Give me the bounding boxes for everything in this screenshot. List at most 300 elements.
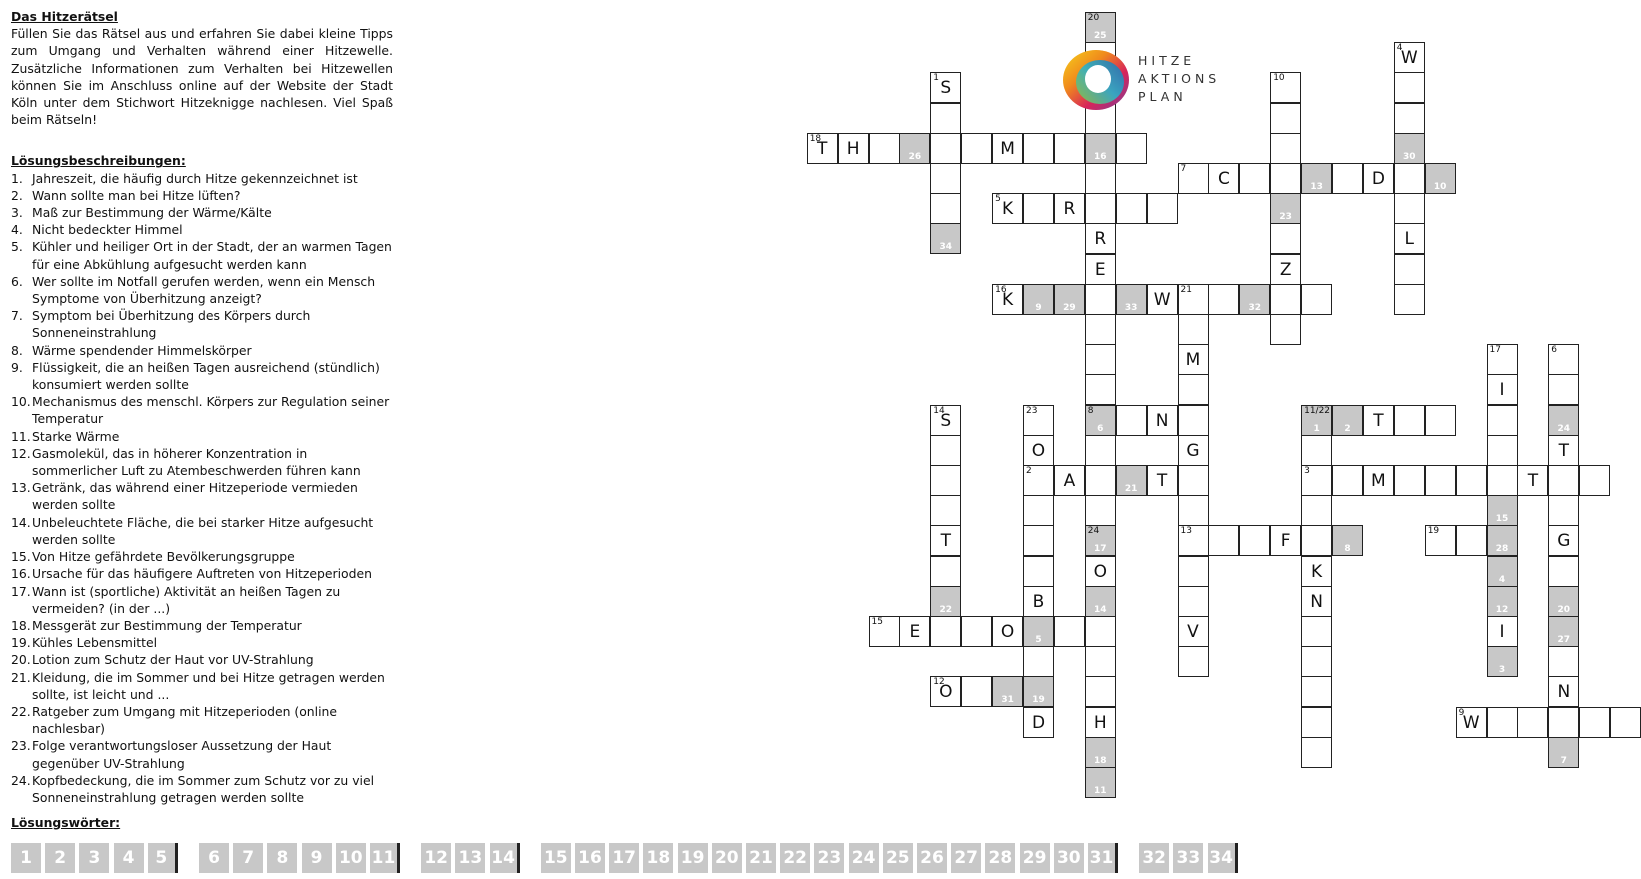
solution-box[interactable]: 19 bbox=[678, 843, 708, 873]
solution-box[interactable]: 13 bbox=[455, 843, 485, 873]
crossword-cell[interactable] bbox=[1579, 707, 1610, 738]
crossword-cell[interactable] bbox=[1332, 405, 1363, 436]
crossword-cell[interactable] bbox=[1270, 254, 1301, 285]
crossword-cell[interactable] bbox=[1270, 193, 1301, 224]
solution-index-label: 18 bbox=[1094, 755, 1107, 766]
cell-letter: N bbox=[1310, 591, 1323, 612]
solution-box[interactable]: 6 bbox=[199, 843, 229, 873]
crossword-cell[interactable] bbox=[1178, 435, 1209, 466]
cell-letter: T bbox=[1558, 440, 1569, 461]
clue-number: 11. bbox=[11, 428, 31, 444]
solution-box[interactable]: 12 bbox=[421, 843, 451, 873]
crossword-cell[interactable] bbox=[930, 163, 961, 194]
crossword-cell[interactable] bbox=[992, 616, 1023, 647]
solution-box[interactable]: 17 bbox=[609, 843, 639, 873]
crossword-cell[interactable] bbox=[1394, 284, 1425, 315]
crossword-cell[interactable] bbox=[1301, 616, 1332, 647]
cell-letter: K bbox=[1311, 561, 1323, 582]
solution-index-label: 21 bbox=[1124, 484, 1138, 494]
clue-number-label: 20 bbox=[1087, 13, 1100, 23]
crossword-cell[interactable] bbox=[1548, 556, 1579, 587]
solution-box[interactable]: 28 bbox=[985, 843, 1015, 873]
solution-box[interactable]: 3 bbox=[79, 843, 109, 873]
crossword-cell[interactable] bbox=[1487, 646, 1518, 677]
crossword-cell[interactable] bbox=[1085, 223, 1116, 254]
crossword-cell[interactable] bbox=[869, 133, 900, 164]
crossword-cell[interactable] bbox=[930, 525, 961, 556]
solution-index-label: 28 bbox=[1495, 544, 1509, 555]
crossword-cell[interactable] bbox=[1487, 525, 1518, 556]
crossword-cell[interactable] bbox=[1363, 405, 1394, 436]
crossword-cell[interactable] bbox=[1363, 465, 1394, 496]
crossword-cell[interactable] bbox=[1487, 495, 1518, 526]
solution-index-label: 19 bbox=[1032, 695, 1045, 706]
crossword-cell[interactable] bbox=[1208, 163, 1239, 194]
crossword-cell[interactable] bbox=[1178, 525, 1209, 556]
crossword-cell[interactable] bbox=[1147, 193, 1178, 224]
crossword-cell[interactable] bbox=[1085, 707, 1116, 738]
cell-letter: A bbox=[1063, 471, 1076, 491]
crossword-cell[interactable] bbox=[1487, 435, 1518, 466]
clue-number: 6. bbox=[11, 273, 23, 289]
clue-text: Maß zur Bestimmung der Wärme/Kälte bbox=[32, 205, 272, 221]
crossword-cell[interactable] bbox=[1054, 616, 1085, 647]
crossword-cell[interactable] bbox=[1270, 133, 1301, 164]
crossword-cell[interactable] bbox=[1054, 465, 1085, 496]
crossword-cell[interactable] bbox=[1085, 314, 1116, 345]
crossword-cell[interactable] bbox=[992, 193, 1023, 224]
cell-letter: T bbox=[940, 531, 951, 552]
clue-number: 5. bbox=[11, 239, 23, 255]
clue-text: Kühler und heiliger Ort in der Stadt, der an warmen Tagen für eine Abkühlung aufgesucht werden kann bbox=[32, 239, 392, 272]
crossword-cell[interactable] bbox=[1085, 616, 1116, 647]
crossword-cell[interactable] bbox=[1178, 556, 1209, 587]
cell-letter: S bbox=[940, 78, 952, 99]
solution-box[interactable]: 33 bbox=[1173, 843, 1203, 873]
crossword-cell[interactable] bbox=[1487, 405, 1518, 436]
crossword-cell[interactable] bbox=[1548, 374, 1579, 405]
crossword-cell[interactable] bbox=[1023, 525, 1054, 556]
solution-index-label: 20 bbox=[1557, 604, 1571, 615]
crossword-cell[interactable] bbox=[1085, 193, 1116, 224]
solution-box[interactable]: 4 bbox=[114, 843, 144, 873]
solution-box[interactable]: 10 bbox=[336, 843, 366, 873]
clue-number-label: 1 bbox=[933, 73, 940, 84]
crossword-cell[interactable] bbox=[1178, 284, 1209, 315]
crossword-cell[interactable] bbox=[1270, 103, 1301, 134]
crossword-cell[interactable] bbox=[1085, 344, 1116, 375]
crossword-cell[interactable] bbox=[1270, 314, 1301, 345]
crossword-cell[interactable] bbox=[1301, 586, 1332, 617]
clue-text: Getränk, das während einer Hitzeperiode vermieden werden sollte bbox=[32, 480, 358, 513]
solution-index-label: 3 bbox=[1498, 665, 1506, 676]
clue-number-label: 8 bbox=[1087, 405, 1094, 416]
solution-index-label: 29 bbox=[1063, 302, 1076, 313]
solution-index-label: 26 bbox=[908, 151, 922, 162]
crossword-cell[interactable] bbox=[1085, 133, 1116, 164]
clue-number: 2. bbox=[11, 187, 23, 203]
cell-letter: R bbox=[1094, 229, 1107, 250]
crossword-cell[interactable] bbox=[1023, 405, 1054, 436]
solution-box[interactable]: 11 bbox=[370, 843, 400, 873]
crossword-cell[interactable] bbox=[1085, 646, 1116, 677]
crossword-cell[interactable] bbox=[961, 133, 992, 164]
crossword-cell[interactable] bbox=[1487, 616, 1518, 647]
clue-number-label: 9 bbox=[1458, 707, 1465, 718]
solution-index-label: 12 bbox=[1495, 604, 1509, 615]
clue-number: 4. bbox=[11, 222, 23, 238]
crossword-cell[interactable] bbox=[1394, 42, 1425, 73]
solution-box[interactable]: 29 bbox=[1020, 843, 1050, 873]
crossword-cell[interactable] bbox=[1178, 405, 1209, 436]
crossword-cell[interactable] bbox=[1487, 374, 1518, 405]
clue-text: Wann ist (sportliche) Aktivität an heißen Tagen zu vermeiden? (in der ...) bbox=[32, 583, 341, 616]
solution-box[interactable]: 27 bbox=[951, 843, 981, 873]
crossword-cell[interactable] bbox=[1548, 435, 1579, 466]
clue-text: Wann sollte man bei Hitze lüften? bbox=[32, 187, 241, 203]
solution-box[interactable]: 8 bbox=[267, 843, 297, 873]
clue-text: Ratgeber zum Umgang mit Hitzeperioden (online nachlesbar) bbox=[32, 703, 337, 737]
crossword-cell[interactable] bbox=[1085, 254, 1116, 285]
crossword-cell[interactable] bbox=[1085, 525, 1116, 556]
crossword-cell[interactable] bbox=[1548, 737, 1579, 768]
solution-box[interactable]: 32 bbox=[1139, 843, 1169, 873]
crossword-cell[interactable] bbox=[1332, 465, 1363, 496]
clue-text: Ursache für das häufigere Auftreten von Hitzeperioden bbox=[32, 566, 372, 582]
solution-box[interactable]: 26 bbox=[917, 843, 947, 873]
crossword-cell[interactable] bbox=[1147, 284, 1178, 315]
crossword-cell[interactable] bbox=[1270, 163, 1301, 194]
solution-index-label: 30 bbox=[1403, 151, 1416, 162]
crossword-cell[interactable] bbox=[1301, 163, 1332, 194]
crossword-cell[interactable] bbox=[1116, 405, 1147, 436]
crossword-cell[interactable] bbox=[1332, 525, 1363, 556]
crossword-cell[interactable] bbox=[1517, 707, 1548, 738]
crossword-cell[interactable] bbox=[899, 616, 930, 647]
crossword-cell[interactable] bbox=[899, 133, 930, 164]
cell-letter: W bbox=[1462, 712, 1480, 733]
crossword-cell[interactable] bbox=[1178, 495, 1209, 526]
crossword-cell[interactable] bbox=[1301, 435, 1332, 466]
cell-letter: I bbox=[1499, 622, 1505, 642]
cell-letter: M bbox=[1000, 138, 1015, 159]
crossword-cell[interactable] bbox=[1394, 103, 1425, 134]
crossword-cell[interactable] bbox=[930, 586, 961, 617]
solution-box[interactable]: 9 bbox=[302, 843, 332, 873]
crossword-cell[interactable] bbox=[1487, 707, 1518, 738]
crossword-cell[interactable] bbox=[1548, 646, 1579, 677]
clue-text: Messgerät zur Bestimmung der Temperatur bbox=[32, 617, 302, 633]
crossword-cell[interactable] bbox=[1301, 284, 1332, 315]
crossword-cell[interactable] bbox=[1301, 707, 1332, 738]
crossword-cell[interactable] bbox=[1023, 586, 1054, 617]
clue-number-label: 2 bbox=[1026, 466, 1032, 476]
crossword-cell[interactable] bbox=[1301, 465, 1332, 496]
logo-swirl-icon bbox=[1060, 46, 1140, 116]
crossword-cell[interactable] bbox=[930, 495, 961, 526]
cell-letter: F bbox=[1280, 531, 1291, 552]
crossword-cell[interactable] bbox=[1085, 556, 1116, 587]
crossword-cell[interactable] bbox=[1085, 374, 1116, 405]
crossword-cell[interactable] bbox=[1054, 133, 1085, 164]
crossword-cell[interactable] bbox=[1548, 586, 1579, 617]
crossword-cell[interactable] bbox=[1208, 525, 1239, 556]
cell-letter: W bbox=[1400, 48, 1418, 69]
clue-number-label: 4 bbox=[1396, 43, 1403, 54]
clue-number: 16. bbox=[11, 566, 31, 582]
cell-letter: C bbox=[1217, 169, 1230, 189]
crossword-cell[interactable] bbox=[1548, 405, 1579, 436]
solution-index-label: 13 bbox=[1310, 182, 1323, 192]
crossword-cell[interactable] bbox=[961, 616, 992, 647]
crossword-cell[interactable] bbox=[1085, 676, 1116, 707]
crossword-cell[interactable] bbox=[1548, 344, 1579, 375]
crossword-cell[interactable] bbox=[1085, 435, 1116, 466]
crossword-cell[interactable] bbox=[1116, 193, 1147, 224]
crossword-cell[interactable] bbox=[1456, 525, 1487, 556]
crossword-cell[interactable] bbox=[1208, 284, 1239, 315]
crossword-cell[interactable] bbox=[1023, 676, 1054, 707]
clue-number-label: 6 bbox=[1551, 345, 1558, 356]
cell-letter: T bbox=[1156, 471, 1168, 491]
crossword-cell[interactable] bbox=[1270, 284, 1301, 315]
cell-letter: T bbox=[816, 138, 828, 159]
solution-box[interactable]: 16 bbox=[575, 843, 605, 873]
solution-index-label: 2 bbox=[1344, 423, 1351, 434]
crossword-cell[interactable] bbox=[1178, 314, 1209, 345]
solution-box[interactable]: 24 bbox=[849, 843, 879, 873]
solution-box[interactable]: 18 bbox=[643, 843, 673, 873]
cell-letter: K bbox=[1002, 289, 1014, 310]
crossword-cell[interactable] bbox=[1085, 586, 1116, 617]
crossword-cell[interactable] bbox=[1239, 163, 1270, 194]
crossword-cell[interactable] bbox=[1548, 495, 1579, 526]
crossword-cell[interactable] bbox=[1425, 465, 1456, 496]
crossword-cell[interactable] bbox=[930, 223, 961, 254]
crossword-cell[interactable] bbox=[1023, 133, 1054, 164]
clue-text: Starke Wärme bbox=[32, 428, 120, 444]
logo-line-1: HITZE bbox=[1138, 53, 1196, 68]
crossword-cell[interactable] bbox=[1394, 465, 1425, 496]
crossword-cell[interactable] bbox=[1085, 495, 1116, 526]
crossword-cell[interactable] bbox=[1301, 525, 1332, 556]
crossword-cell[interactable] bbox=[1085, 767, 1116, 798]
crossword-cell[interactable] bbox=[1178, 646, 1209, 677]
clue-number-label: 7 bbox=[1180, 164, 1187, 174]
crossword-cell[interactable] bbox=[930, 133, 961, 164]
crossword-cell[interactable] bbox=[1548, 707, 1579, 738]
crossword-cell[interactable] bbox=[1425, 525, 1456, 556]
crossword-cell[interactable] bbox=[1270, 223, 1301, 254]
clue-number-label: 24 bbox=[1087, 526, 1100, 537]
clue-number-label: 16 bbox=[995, 284, 1007, 295]
crossword-cell[interactable] bbox=[1579, 465, 1610, 496]
crossword-cell[interactable] bbox=[1085, 284, 1116, 315]
clue-number: 7. bbox=[11, 308, 23, 324]
crossword-cell[interactable] bbox=[992, 676, 1023, 707]
crossword-cell[interactable] bbox=[1178, 465, 1209, 496]
crossword-cell[interactable] bbox=[1116, 465, 1147, 496]
crossword-cell[interactable] bbox=[1085, 737, 1116, 768]
clue-number: 8. bbox=[11, 342, 23, 358]
solution-box[interactable]: 5 bbox=[148, 843, 178, 873]
crossword-cell[interactable] bbox=[1487, 586, 1518, 617]
crossword-cell[interactable] bbox=[1456, 465, 1487, 496]
crossword-cell[interactable] bbox=[1116, 284, 1147, 315]
solution-box[interactable]: 21 bbox=[746, 843, 776, 873]
cell-letter: H bbox=[846, 138, 860, 159]
solution-box[interactable]: 7 bbox=[233, 843, 263, 873]
solution-box[interactable]: 20 bbox=[712, 843, 742, 873]
solution-index-label: 34 bbox=[939, 242, 953, 253]
clue-number-label: 5 bbox=[995, 194, 1001, 205]
crossword-cell[interactable] bbox=[1425, 163, 1456, 194]
clue-number: 18. bbox=[11, 617, 31, 633]
crossword-cell[interactable] bbox=[1487, 344, 1518, 375]
clue-number-label: 21 bbox=[1180, 284, 1192, 295]
logo-text bbox=[1138, 52, 1220, 106]
crossword-cell[interactable] bbox=[930, 465, 961, 496]
crossword-cell[interactable] bbox=[1548, 465, 1579, 496]
solution-box[interactable]: 22 bbox=[780, 843, 810, 873]
cell-letter: G bbox=[1557, 531, 1571, 552]
crossword-cell[interactable] bbox=[1054, 193, 1085, 224]
crossword-cell[interactable] bbox=[1239, 525, 1270, 556]
crossword-cell[interactable] bbox=[1487, 465, 1518, 496]
crossword-cell[interactable] bbox=[1023, 616, 1054, 647]
crossword-cell[interactable] bbox=[1394, 193, 1425, 224]
crossword-cell[interactable] bbox=[1394, 163, 1425, 194]
crossword-cell[interactable] bbox=[1487, 556, 1518, 587]
cell-letter: O bbox=[1031, 440, 1046, 461]
crossword-cell[interactable] bbox=[992, 133, 1023, 164]
solution-index-label: 16 bbox=[1094, 151, 1107, 162]
crossword-cell[interactable] bbox=[1085, 163, 1116, 194]
crossword-cell[interactable] bbox=[930, 676, 961, 707]
cell-letter: I bbox=[1499, 380, 1505, 401]
crossword-cell[interactable] bbox=[1301, 646, 1332, 677]
clue-number: 22. bbox=[11, 703, 31, 719]
intro-text: Füllen Sie das Rätsel aus und erfahren Sie dabei kleine Tipps zum Umgang und Verhalten während einer Hitzewelle. Zusätzliche Informationen zum Verhalten bei Hitzewellen können Sie im Anschluss online auf der Website der Stadt Köln unter dem Stichwort Hitzeknigge nachlesen. Viel Spaß beim Rätseln! bbox=[11, 26, 393, 128]
cell-letter: M bbox=[1185, 350, 1201, 371]
crossword-cell[interactable] bbox=[807, 133, 838, 164]
crossword-cell[interactable] bbox=[930, 193, 961, 224]
solution-box[interactable]: 30 bbox=[1054, 843, 1084, 873]
crossword-cell[interactable] bbox=[930, 405, 961, 436]
crossword-cell[interactable] bbox=[1301, 495, 1332, 526]
crossword-cell[interactable] bbox=[1394, 405, 1425, 436]
crossword-cell[interactable] bbox=[1147, 405, 1178, 436]
crossword-cell[interactable] bbox=[1394, 133, 1425, 164]
crossword-cell[interactable] bbox=[961, 676, 992, 707]
crossword-cell[interactable] bbox=[1023, 465, 1054, 496]
crossword-cell[interactable] bbox=[1085, 465, 1116, 496]
logo-line-2: AKTIONS bbox=[1138, 71, 1221, 86]
clue-text: Kopfbedeckung, die im Sommer zum Schutz vor zu viel Sonneneinstrahlung getragen werden sollte bbox=[32, 772, 375, 805]
crossword-cell[interactable] bbox=[1425, 405, 1456, 436]
crossword-cell[interactable] bbox=[992, 284, 1023, 315]
crossword-cell[interactable] bbox=[1610, 707, 1641, 738]
crossword-cell[interactable] bbox=[1270, 72, 1301, 103]
crossword-cell[interactable] bbox=[1548, 676, 1579, 707]
clue-number: 17. bbox=[11, 583, 31, 599]
clue-number-label: 10 bbox=[1273, 73, 1285, 84]
cell-letter: D bbox=[1031, 712, 1046, 733]
clue-number-label: 12 bbox=[933, 677, 945, 688]
crossword-cell[interactable] bbox=[1116, 133, 1147, 164]
clue-number-label: 11/22 bbox=[1304, 405, 1331, 416]
solution-box[interactable]: 15 bbox=[541, 843, 571, 873]
crossword-cell[interactable] bbox=[1054, 284, 1085, 315]
crossword-cell[interactable] bbox=[930, 72, 961, 103]
crossword-cell[interactable] bbox=[1301, 737, 1332, 768]
solution-box[interactable]: 1 bbox=[11, 843, 41, 873]
crossword-cell[interactable] bbox=[1178, 374, 1209, 405]
clue-number: 15. bbox=[11, 549, 31, 565]
crossword-cell[interactable] bbox=[1301, 556, 1332, 587]
crossword-cell[interactable] bbox=[930, 103, 961, 134]
crossword-cell[interactable] bbox=[1548, 616, 1579, 647]
solution-box[interactable]: 31 bbox=[1088, 843, 1118, 873]
crossword-cell[interactable] bbox=[1178, 586, 1209, 617]
crossword-cell[interactable] bbox=[1085, 405, 1116, 436]
crossword-cell[interactable] bbox=[1548, 525, 1579, 556]
crossword-cell[interactable] bbox=[1023, 193, 1054, 224]
clue-number: 14. bbox=[11, 514, 31, 530]
solution-index-label: 8 bbox=[1344, 544, 1351, 555]
solution-box[interactable]: 34 bbox=[1208, 843, 1238, 873]
clue-text: Kühles Lebensmittel bbox=[32, 635, 158, 651]
crossword-cell[interactable] bbox=[1178, 344, 1209, 375]
clues-heading: Lösungsbeschreibungen: bbox=[11, 153, 186, 169]
crossword-cell[interactable] bbox=[1023, 707, 1054, 738]
solution-box[interactable]: 25 bbox=[883, 843, 913, 873]
crossword-cell[interactable] bbox=[1239, 284, 1270, 315]
crossword-cell[interactable] bbox=[1332, 163, 1363, 194]
crossword-cell[interactable] bbox=[1301, 676, 1332, 707]
crossword-cell[interactable] bbox=[930, 616, 961, 647]
crossword-cell[interactable] bbox=[1517, 465, 1548, 496]
crossword-cell[interactable] bbox=[838, 133, 869, 164]
solution-box[interactable]: 2 bbox=[45, 843, 75, 873]
crossword-cell[interactable] bbox=[930, 556, 961, 587]
crossword-cell[interactable] bbox=[1023, 435, 1054, 466]
crossword-cell[interactable] bbox=[930, 435, 961, 466]
clue-number: 12. bbox=[11, 445, 31, 461]
crossword-cell[interactable] bbox=[1147, 465, 1178, 496]
crossword-cell[interactable] bbox=[1394, 254, 1425, 285]
crossword-cell[interactable] bbox=[1178, 616, 1209, 647]
clue-text: Flüssigkeit, die an heißen Tagen ausreichend (stündlich) konsumiert werden sollte bbox=[32, 359, 380, 393]
crossword-cell[interactable] bbox=[869, 616, 900, 647]
solution-box[interactable]: 14 bbox=[490, 843, 520, 873]
clue-number: 3. bbox=[11, 205, 23, 221]
crossword-cell[interactable] bbox=[1178, 163, 1209, 194]
crossword-cell[interactable] bbox=[1301, 405, 1332, 436]
crossword-cell[interactable] bbox=[1023, 646, 1054, 677]
crossword-cell[interactable] bbox=[1023, 495, 1054, 526]
solution-box[interactable]: 23 bbox=[814, 843, 844, 873]
clue-number: 23. bbox=[11, 738, 31, 754]
crossword-cell[interactable] bbox=[1363, 163, 1394, 194]
crossword-cell[interactable] bbox=[1394, 223, 1425, 254]
crossword-cell[interactable] bbox=[1394, 72, 1425, 103]
crossword-cell[interactable] bbox=[1023, 284, 1054, 315]
crossword-cell[interactable] bbox=[1270, 525, 1301, 556]
crossword-cell[interactable] bbox=[1023, 556, 1054, 587]
crossword-cell[interactable] bbox=[1456, 707, 1487, 738]
crossword-cell[interactable] bbox=[1085, 12, 1116, 43]
